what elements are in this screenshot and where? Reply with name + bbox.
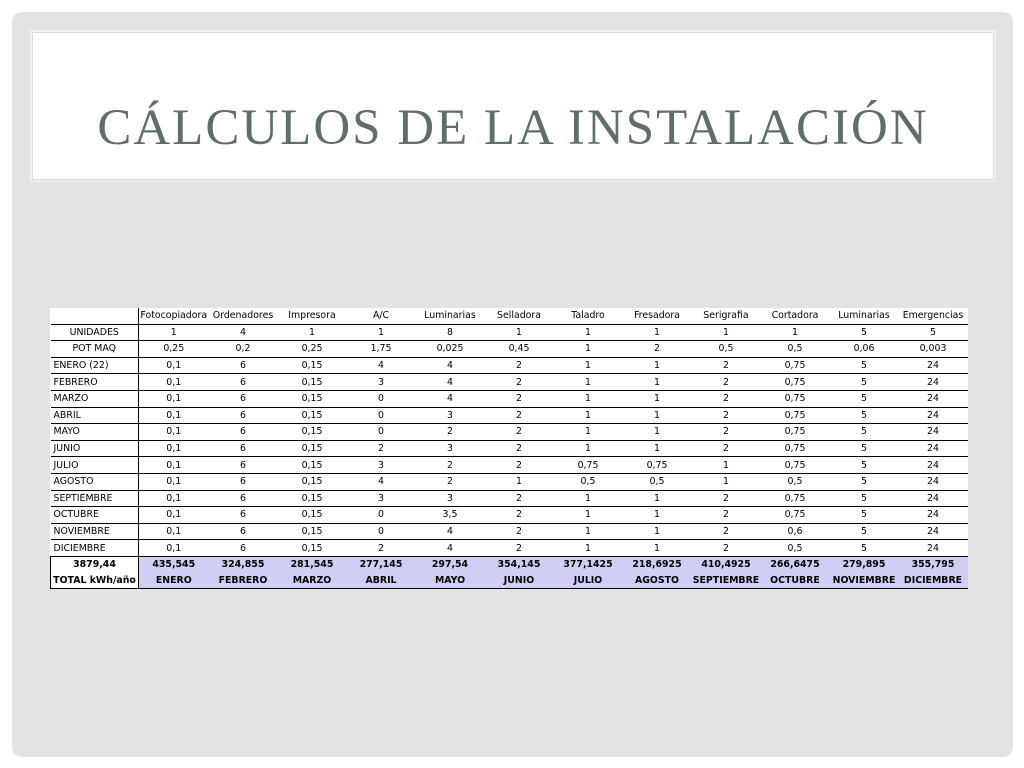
table-cell: 0,1 [139,490,209,507]
table-cell: 2 [347,540,416,557]
month-label: MAYO [416,573,485,589]
table-row [51,341,968,358]
table-cell: 5 [830,490,899,507]
table-cell: 2 [692,440,761,457]
table-cell: 6 [209,440,278,457]
table-cell: 0,75 [761,357,830,374]
month-label: NOVIEMBRE [830,573,899,589]
table-row [51,523,968,540]
table-cell: 0,75 [761,440,830,457]
table-row [51,357,968,374]
table-cell: 0,15 [278,507,347,524]
table-cell: 1 [692,473,761,490]
table-cell: 0 [347,407,416,424]
monthly-total-value: 266,6475 [761,556,830,572]
table-cell: 6 [209,357,278,374]
table-cell: 5 [830,473,899,490]
table-cell: 24 [899,424,968,441]
table-cell: 0,1 [139,473,209,490]
table-cell: 0,1 [139,407,209,424]
table-cell: 8 [416,324,485,341]
table-cell: 24 [899,390,968,407]
table-cell: 1 [623,523,692,540]
monthly-total-value: 435,545 [139,556,209,572]
table-row [51,407,968,424]
table-cell: 5 [830,440,899,457]
table-cell: 0,75 [761,490,830,507]
table-cell: 6 [209,457,278,474]
month-label: SEPTIEMBRE [692,573,761,589]
table-row [51,473,968,490]
table-cell: 0,1 [139,457,209,474]
table-cell: 1 [485,324,554,341]
table-cell: 6 [209,507,278,524]
table-cell: 2 [485,457,554,474]
table-cell: 0,1 [139,374,209,391]
table-cell: 4 [209,324,278,341]
month-labels-row [51,573,968,589]
table-cell: 0,1 [139,523,209,540]
table-cell: 2 [692,424,761,441]
table-cell: 0 [347,507,416,524]
table-cell: 2 [485,540,554,557]
table-cell: 4 [416,374,485,391]
column-header: Cortadora [761,308,830,324]
monthly-total-value: 410,4925 [692,556,761,572]
monthly-total-value: 377,1425 [554,556,623,572]
table-cell: 2 [485,407,554,424]
table-cell: 1 [623,407,692,424]
table-cell: 0,5 [692,341,761,358]
table-cell: 4 [416,523,485,540]
table-cell: 3 [416,440,485,457]
row-label: MAYO [51,424,139,441]
row-label: OCTUBRE [51,507,139,524]
row-label: DICIEMBRE [51,540,139,557]
table-cell: 0,15 [278,390,347,407]
table-header-row [51,308,968,324]
table-cell: 0,025 [416,341,485,358]
table-cell: 1 [554,424,623,441]
table-cell: 0,5 [761,473,830,490]
column-header: Luminarias [416,308,485,324]
table-cell: 5 [830,507,899,524]
table-cell: 5 [830,523,899,540]
table-cell: 0 [347,523,416,540]
table-cell: 2 [485,440,554,457]
table-cell: 6 [209,407,278,424]
table-row [51,374,968,391]
table-cell: 2 [623,341,692,358]
table-cell: 24 [899,540,968,557]
table-cell: 1 [554,507,623,524]
table-cell: 0,06 [830,341,899,358]
table-row [51,457,968,474]
column-header: Luminarias [830,308,899,324]
row-label: NOVIEMBRE [51,523,139,540]
table-cell: 2 [485,507,554,524]
row-label: MARZO [51,390,139,407]
annual-total-label: TOTAL kWh/año [51,573,139,589]
table-cell: 4 [416,390,485,407]
column-header: Fresadora [623,308,692,324]
table-cell: 24 [899,507,968,524]
table-cell: 0,15 [278,424,347,441]
table-cell: 2 [692,540,761,557]
table-cell: 3 [347,457,416,474]
row-label: AGOSTO [51,473,139,490]
month-label: JULIO [554,573,623,589]
column-header: Ordenadores [209,308,278,324]
table-cell: 2 [692,523,761,540]
table-row [51,490,968,507]
table-cell: 2 [416,473,485,490]
table-cell: 1 [554,490,623,507]
table-cell: 1 [485,473,554,490]
table-cell: 6 [209,523,278,540]
table-cell: 1 [554,407,623,424]
table-cell: 2 [692,390,761,407]
table-cell: 0,15 [278,473,347,490]
table-cell: 1 [623,507,692,524]
row-label: POT MAQ [51,341,139,358]
table-cell: 4 [416,357,485,374]
table-cell: 1 [623,490,692,507]
table-cell: 0,1 [139,390,209,407]
table-cell: 6 [209,473,278,490]
month-label: ABRIL [347,573,416,589]
column-header: Taladro [554,308,623,324]
table-cell: 1 [278,324,347,341]
table-cell: 0,75 [554,457,623,474]
table-cell: 4 [347,357,416,374]
table-cell: 5 [830,324,899,341]
slide-title: CÁLCULOS DE LA INSTALACIÓN [97,100,929,156]
table-cell: 5 [830,374,899,391]
monthly-total-value: 355,795 [899,556,968,572]
table-cell: 0,15 [278,357,347,374]
table-cell: 5 [899,324,968,341]
table-cell: 0,15 [278,490,347,507]
table-cell: 5 [830,457,899,474]
table-cell: 1 [139,324,209,341]
month-label: JUNIO [485,573,554,589]
table-corner-cell [51,308,139,324]
column-header: A/C [347,308,416,324]
table-cell: 3 [416,407,485,424]
table-cell: 0,1 [139,424,209,441]
table-cell: 6 [209,424,278,441]
table-cell: 24 [899,490,968,507]
table-cell: 1 [554,390,623,407]
month-label: OCTUBRE [761,573,830,589]
table-cell: 4 [416,540,485,557]
table-cell: 0,15 [278,440,347,457]
table-cell: 1 [554,440,623,457]
table-cell: 0,5 [623,473,692,490]
table-cell: 0,75 [761,507,830,524]
table-cell: 2 [416,457,485,474]
table-cell: 24 [899,473,968,490]
table-cell: 0,6 [761,523,830,540]
table-cell: 1 [623,374,692,391]
table-cell: 2 [485,374,554,391]
month-label: DICIEMBRE [899,573,968,589]
table-cell: 1,75 [347,341,416,358]
title-box [32,32,994,180]
table-cell: 2 [416,424,485,441]
table-cell: 2 [347,440,416,457]
table-cell: 1 [623,390,692,407]
month-label: ENERO [139,573,209,589]
table-cell: 6 [209,374,278,391]
table-cell: 0,25 [278,341,347,358]
row-label: ENERO (22) [51,357,139,374]
row-label: SEPTIEMBRE [51,490,139,507]
column-header: Fotocopiadora [139,308,209,324]
table-cell: 1 [623,540,692,557]
table-cell: 3 [416,490,485,507]
monthly-total-value: 354,145 [485,556,554,572]
month-label: FEBRERO [209,573,278,589]
row-label: JULIO [51,457,139,474]
table-cell: 2 [485,424,554,441]
table-cell: 0,75 [623,457,692,474]
table-cell: 0,5 [554,473,623,490]
table-cell: 0,5 [761,341,830,358]
table-cell: 1 [554,523,623,540]
column-header: Impresora [278,308,347,324]
table-cell: 2 [485,523,554,540]
table-cell: 24 [899,374,968,391]
table-cell: 0,15 [278,523,347,540]
table-cell: 1 [554,357,623,374]
table-cell: 0,1 [139,540,209,557]
table-cell: 5 [830,407,899,424]
table-cell: 1 [623,324,692,341]
table-cell: 0,25 [139,341,209,358]
monthly-total-value: 218,6925 [623,556,692,572]
table-cell: 0,2 [209,341,278,358]
row-label: UNIDADES [51,324,139,341]
table-cell: 3,5 [416,507,485,524]
table-cell: 2 [692,374,761,391]
month-label: MARZO [278,573,347,589]
table-cell: 2 [692,490,761,507]
table-cell: 1 [623,357,692,374]
table-cell: 0,1 [139,357,209,374]
table-cell: 0 [347,424,416,441]
table-cell: 3 [347,374,416,391]
monthly-totals-row [51,556,968,572]
table-cell: 24 [899,440,968,457]
table-cell: 1 [554,540,623,557]
table-row [51,540,968,557]
table-cell: 1 [554,324,623,341]
table-row [51,507,968,524]
annual-total-value: 3879,44 [51,556,139,572]
table-row [51,324,968,341]
row-label: FEBRERO [51,374,139,391]
monthly-total-value: 324,855 [209,556,278,572]
table-cell: 1 [554,341,623,358]
table-cell: 2 [485,357,554,374]
table-cell: 2 [692,357,761,374]
table-row [51,424,968,441]
table-cell: 2 [485,390,554,407]
table-cell: 5 [830,424,899,441]
table-cell: 5 [830,357,899,374]
table-cell: 6 [209,490,278,507]
table-cell: 0,5 [761,540,830,557]
column-header: Selladora [485,308,554,324]
table-cell: 0,15 [278,374,347,391]
table-cell: 5 [830,390,899,407]
table-cell: 0,75 [761,457,830,474]
monthly-total-value: 277,145 [347,556,416,572]
table-cell: 24 [899,357,968,374]
table-cell: 0,15 [278,457,347,474]
table-cell: 6 [209,390,278,407]
table-cell: 0,75 [761,374,830,391]
table-cell: 0,75 [761,424,830,441]
table-cell: 0,1 [139,440,209,457]
table-cell: 0,1 [139,507,209,524]
calculation-table [50,308,968,589]
table-cell: 24 [899,407,968,424]
table-cell: 2 [485,490,554,507]
monthly-total-value: 279,895 [830,556,899,572]
column-header: Serigrafia [692,308,761,324]
table-cell: 0,15 [278,407,347,424]
row-label: ABRIL [51,407,139,424]
table-cell: 3 [347,490,416,507]
table-cell: 0,15 [278,540,347,557]
month-label: AGOSTO [623,573,692,589]
column-header: Emergencias [899,308,968,324]
table-cell: 1 [692,457,761,474]
table-cell: 1 [623,440,692,457]
monthly-total-value: 297,54 [416,556,485,572]
table-cell: 0,75 [761,407,830,424]
table-cell: 0,75 [761,390,830,407]
table-cell: 1 [623,424,692,441]
table-cell: 24 [899,457,968,474]
table-cell: 1 [347,324,416,341]
monthly-total-value: 281,545 [278,556,347,572]
table-cell: 6 [209,540,278,557]
table-cell: 1 [692,324,761,341]
table-cell: 5 [830,540,899,557]
calculation-table-container [50,308,968,589]
table-row [51,440,968,457]
table-cell: 4 [347,473,416,490]
table-cell: 1 [761,324,830,341]
table-cell: 0 [347,390,416,407]
table-cell: 0,45 [485,341,554,358]
row-label: JUNIO [51,440,139,457]
table-row [51,390,968,407]
table-cell: 1 [554,374,623,391]
table-cell: 24 [899,523,968,540]
table-cell: 0,003 [899,341,968,358]
table-cell: 2 [692,407,761,424]
table-cell: 2 [692,507,761,524]
